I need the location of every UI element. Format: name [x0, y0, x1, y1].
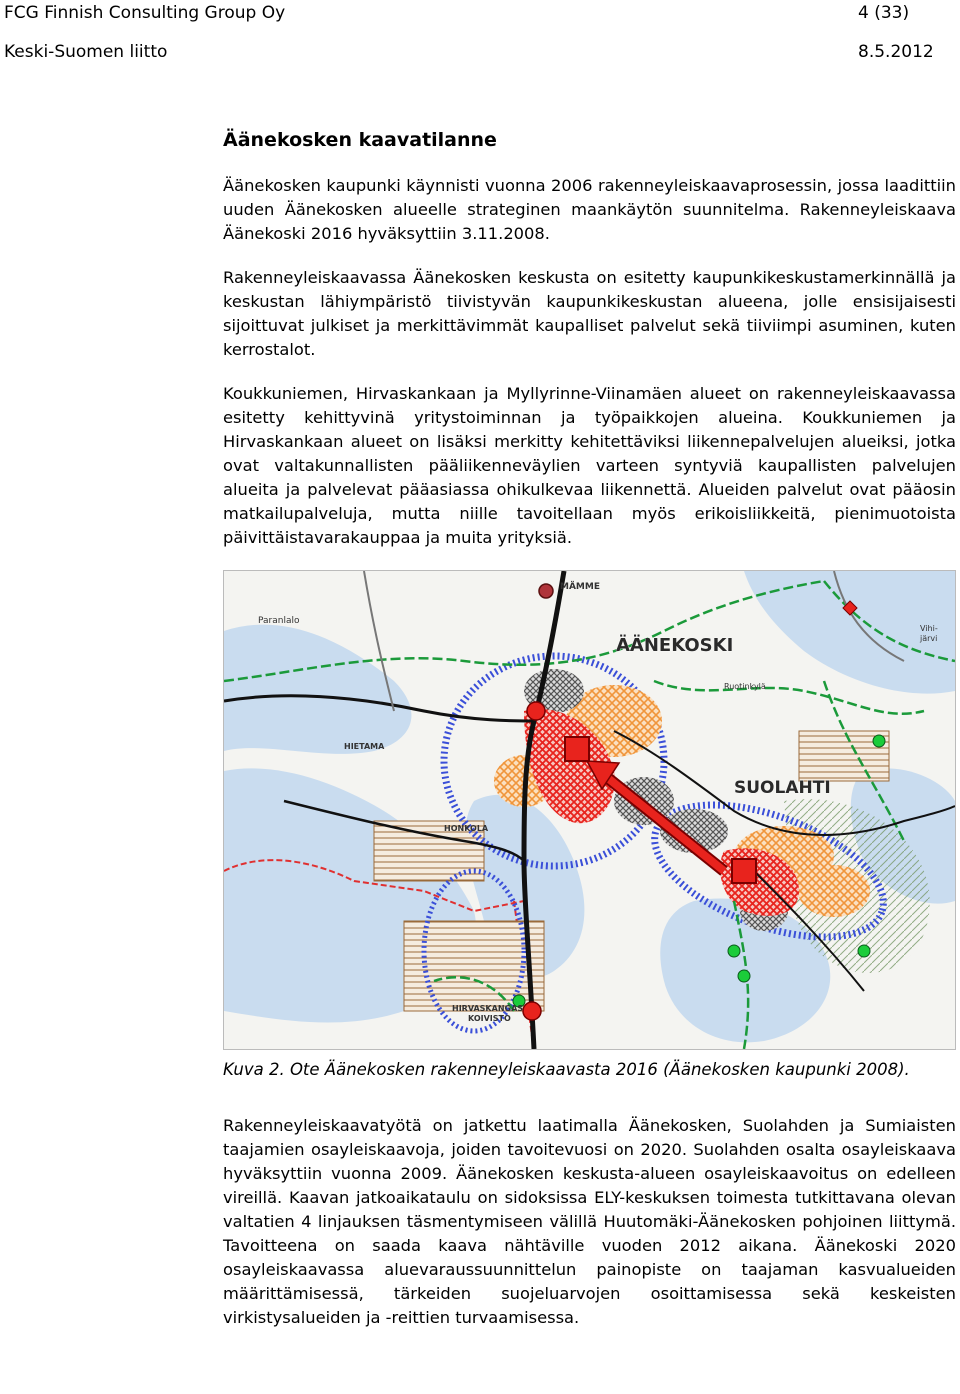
- service-point-2: [523, 1002, 541, 1020]
- label-honkola: HONKOLA: [444, 824, 489, 833]
- label-hietama: HIETAMA: [344, 742, 385, 751]
- label-hirvaskangas: HIRVASKANGAS: [452, 1004, 524, 1013]
- paragraph-2: Rakenneyleiskaavassa Äänekosken keskusta on esitetty kaupunkikeskustamerkinnällä ja keskustan lähiympäristö tiivistyvän kaupunkikeskustan alueena, jolle ensisijaisesti sijoittuvat julkiset ja merkittävimmät kaupalliset palvelut sekä tiiviimpi asuminen, kuten kerrostalot.: [223, 268, 956, 359]
- paragraph-3: Koukkuniemen, Hirvaskankaan ja Myllyrinne-Viinamäen alueet on rakenneyleiskaavassa esitetty kehittyvinä yritystoiminnan ja työpaikkojen alueina. Koukkuniemen ja Hirvaskankaan alueet on lisäksi merkitty kehitettäviksi liikennepalvelujen alueiksi, jotka ovat valtakunnallisten pääliikenneväylien varteen syntyviä kaupallisten palvelujen alueita ja palvelevat pääasiassa ohikulkevaa liikennettä. Alueiden palvelut ovat pääosin matkailupalveluja, mutta niille tavoitellaan myös erikoisliikkeitä, pienimuotoista päivittäistavarakauppaa ja muita yrityksiä.: [223, 384, 956, 547]
- label-paranlalo: Paranlalo: [258, 616, 300, 626]
- header-client: Keski-Suomen liitto: [4, 42, 168, 62]
- plan-map-figure: [223, 570, 956, 1050]
- paragraph-1: Äänekosken kaupunki käynnisti vuonna 2006 rakenneyleiskaavaprosessin, jossa laadittiin uuden Äänekosken alueelle strateginen maankäytön suunnitelma. Rakenneyleiskaava Äänekoski 2016 hyväksyttiin 3.11.2008.: [223, 176, 956, 243]
- label-mamme: MÄMME: [560, 582, 600, 592]
- service-point-1: [527, 702, 545, 720]
- service-point-mamme: [539, 584, 553, 598]
- green-point-3: [858, 945, 870, 957]
- label-aanekoski: ÄÄNEKOSKI: [616, 635, 734, 656]
- dense-centre-east: [798, 865, 870, 917]
- closing-paragraph: Rakenneyleiskaavatyötä on jatkettu laatimalla Äänekosken, Suolahden ja Sumiaisten taajamien osayleiskaavoja, joiden tavoitevuosi on 2020. Suolahden osalta osayleiskaava hyväksyttiin vuonna 2009. Äänekosken keskusta-alueen osayleiskaavoitus on edelleen vireillä. Kaavan jatkoaikataulu on sidoksissa ELY-keskuksen toimesta tutkittavana olevan valtatien 4 linjauksen täsmentymiseen välillä Huutomäki-Äänekosken pohjoinen liittymä. Tavoitteena on saada kaava nähtäville vuoden 2012 aikana. Äänekoski 2020 osayleiskaavassa aluevaraussuunnittelun painopiste on taajaman kasvualueiden määrittämisessä, tärkeiden suojeluarvojen osoittamisessa sekä keskeisten virkistysalueiden ja -reittien turvaamisessa.: [223, 1116, 956, 1327]
- plan-map: [224, 571, 955, 1049]
- document-body: [223, 128, 956, 1350]
- header-page-number: 4 (33): [858, 3, 910, 23]
- label-vihi: Vihi-: [920, 624, 938, 633]
- header-date: 8.5.2012: [858, 42, 934, 62]
- green-point-2: [728, 945, 740, 957]
- figure-caption: Kuva 2. Ote Äänekosken rakenneyleiskaavasta 2016 (Äänekosken kaupunki 2008).: [223, 1060, 910, 1079]
- centre-symbol-aanekoski: [565, 737, 589, 761]
- label-suolahti: SUOLAHTI: [734, 778, 831, 798]
- header-company: FCG Finnish Consulting Group Oy: [4, 3, 286, 23]
- green-point-5: [738, 970, 750, 982]
- label-ruotinkyla: Ruotinkylä: [724, 682, 766, 691]
- label-koivisto: KOIVISTO: [468, 1014, 511, 1023]
- centre-symbol-suolahti: [732, 859, 756, 883]
- label-jarvi: järvi: [920, 634, 938, 643]
- green-point-1: [873, 735, 885, 747]
- section-title: Äänekosken kaavatilanne: [223, 129, 497, 151]
